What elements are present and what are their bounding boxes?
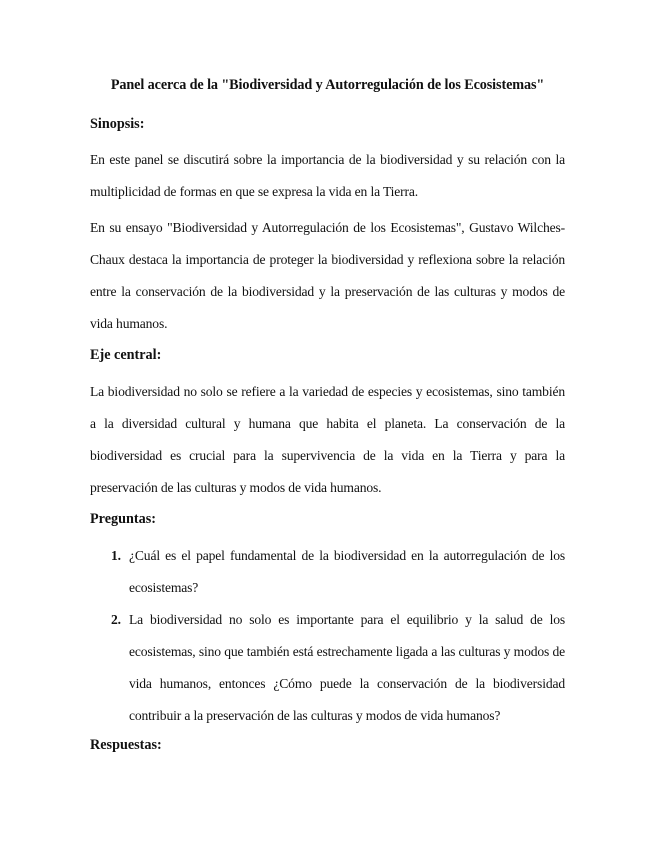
preguntas-list xyxy=(90,540,565,732)
pregunta-text: La biodiversidad no solo es importante para el equilibrio y la salud de los ecosistemas, sino que también está estrechamente ligada a las culturas y modos de vida humanos, entonces ¿Cómo puede la conservación de la biodiversidad contribuir a la preservación de las culturas y modos de vida humanos? xyxy=(129,612,565,723)
preguntas-heading: Preguntas: xyxy=(90,511,156,527)
pregunta-item xyxy=(90,540,565,604)
sinopsis-paragraph-2: En su ensayo "Biodiversidad y Autorregulación de los Ecosistemas", Gustavo Wilches-Chaux destaca la importancia de proteger la biodiversidad y reflexiona sobre la relación entre la conservación de la biodiversidad y la preservación de las culturas y modos de vida humanos. xyxy=(90,220,565,331)
pregunta-number: 2. xyxy=(111,612,121,627)
pregunta-item xyxy=(90,604,565,732)
pregunta-number: 1. xyxy=(111,548,121,563)
eje-central-paragraph: La biodiversidad no solo se refiere a la variedad de especies y ecosistemas, sino también a la diversidad cultural y humana que habita el planeta. La conservación de la biodiversidad es crucial para la supervivencia de la vida en la Tierra y para la preservación de las culturas y modos de vida humanos. xyxy=(90,384,565,495)
respuestas-heading: Respuestas: xyxy=(90,737,162,753)
sinopsis-paragraph-1: En este panel se discutirá sobre la importancia de la biodiversidad y su relación con la multiplicidad de formas en que se expresa la vida en la Tierra. xyxy=(90,152,565,199)
sinopsis-heading: Sinopsis: xyxy=(90,116,145,132)
pregunta-text: ¿Cuál es el papel fundamental de la biodiversidad en la autorregulación de los ecosistemas? xyxy=(129,548,565,595)
document-title: Panel acerca de la "Biodiversidad y Autorregulación de los Ecosistemas" xyxy=(110,77,545,93)
eje-central-heading: Eje central: xyxy=(90,347,162,363)
